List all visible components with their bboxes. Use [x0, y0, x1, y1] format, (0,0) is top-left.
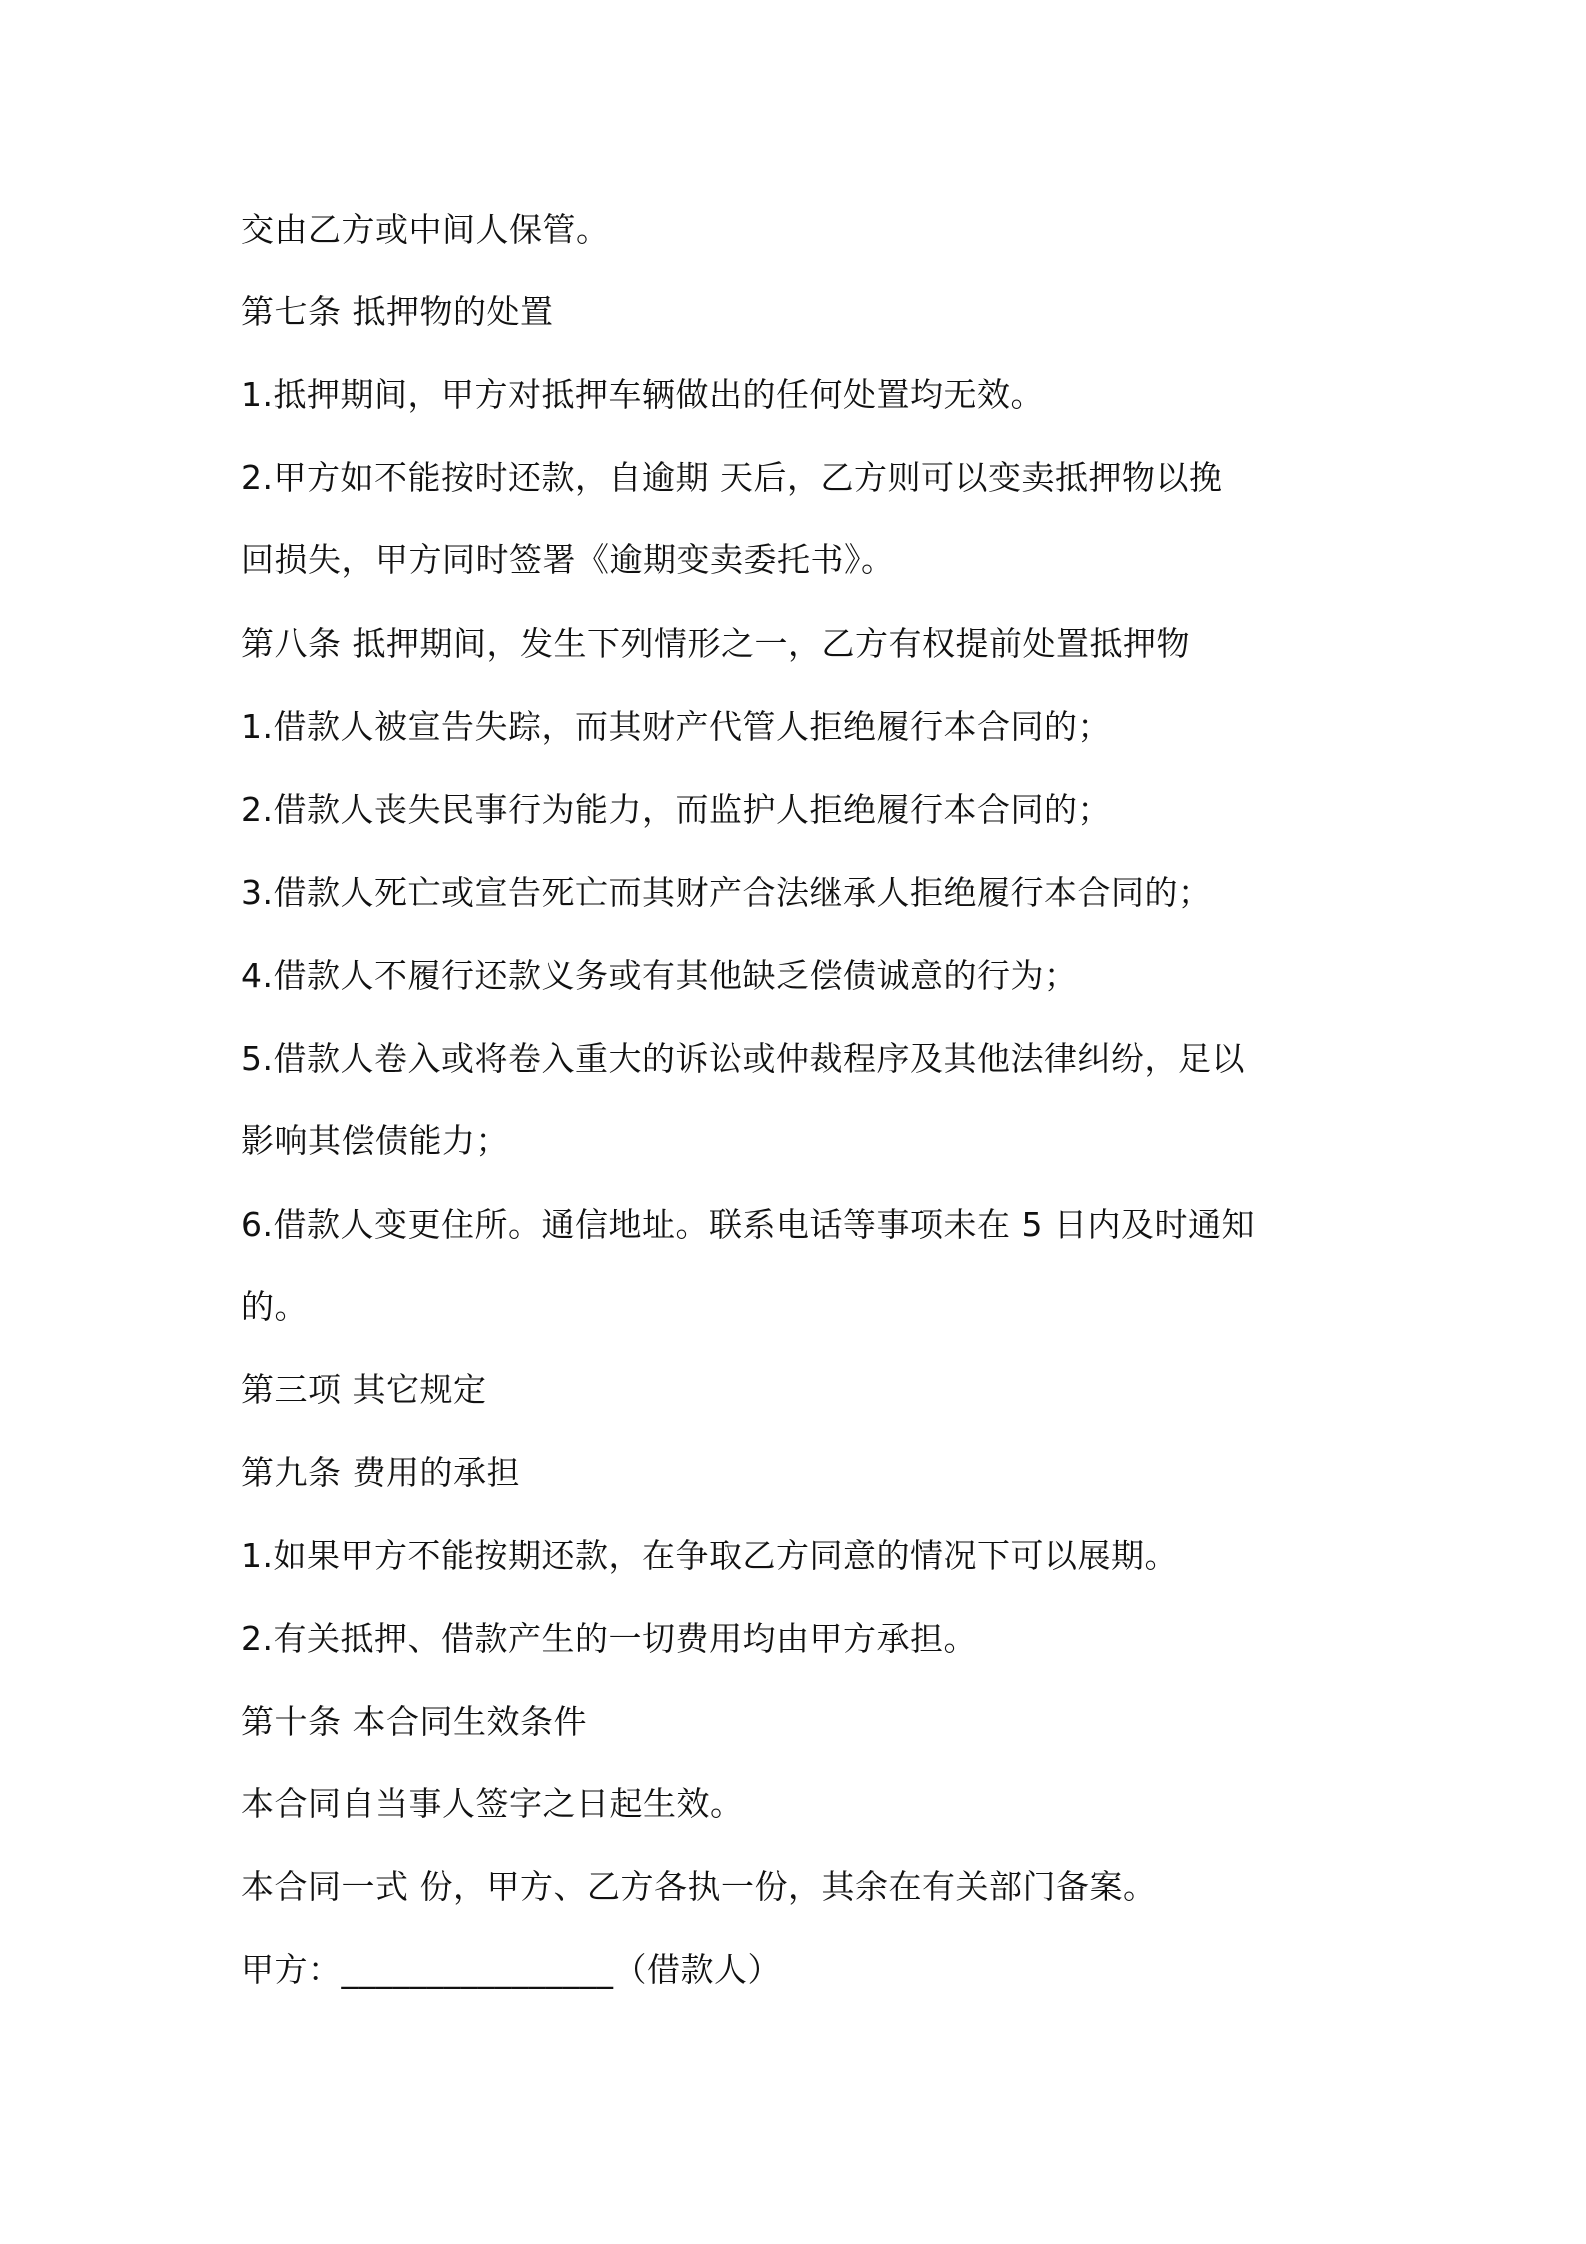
article-heading: 第八条 抵押期间，发生下列情形之一，乙方有权提前处置抵押物: [241, 624, 1190, 663]
paragraph-line: 的。: [241, 1287, 308, 1326]
paragraph-line: 回损失，甲方同时签署《逾期变卖委托书》。: [241, 540, 895, 579]
paragraph-line: 本合同一式 份，甲方、乙方各执一份，其余在有关部门备案。: [241, 1867, 1157, 1906]
article-heading: 第十条 本合同生效条件: [241, 1702, 587, 1741]
paragraph-line: 2.甲方如不能按时还款，自逾期 天后，乙方则可以变卖抵押物以挽: [241, 458, 1223, 497]
paragraph-line: 4.借款人不履行还款义务或有其他缺乏偿债诚意的行为；: [241, 956, 1078, 995]
paragraph-line: 1.借款人被宣告失踪，而其财产代管人拒绝履行本合同的；: [241, 707, 1111, 746]
paragraph-line: 6.借款人变更住所。通信地址。联系电话等事项未在 5 日内及时通知: [241, 1205, 1255, 1244]
section-heading: 第三项 其它规定: [241, 1370, 487, 1409]
paragraph-line: 2.有关抵押、借款产生的一切费用均由甲方承担。: [241, 1619, 977, 1658]
signature-line: 甲方：________________（借款人）: [241, 1950, 781, 1989]
paragraph-line: 3.借款人死亡或宣告死亡而其财产合法继承人拒绝履行本合同的；: [241, 873, 1212, 912]
article-heading: 第七条 抵押物的处置: [241, 292, 554, 331]
paragraph-line: 5.借款人卷入或将卷入重大的诉讼或仲裁程序及其他法律纠纷，足以: [241, 1039, 1245, 1078]
paragraph-line: 1.如果甲方不能按期还款，在争取乙方同意的情况下可以展期。: [241, 1536, 1178, 1575]
paragraph-line: 本合同自当事人签字之日起生效。: [241, 1784, 744, 1823]
paragraph-line: 1.抵押期间，甲方对抵押车辆做出的任何处置均无效。: [241, 375, 1044, 414]
paragraph-line: 影响其偿债能力；: [241, 1121, 509, 1160]
paragraph-line: 2.借款人丧失民事行为能力，而监护人拒绝履行本合同的；: [241, 790, 1111, 829]
article-heading: 第九条 费用的承担: [241, 1453, 520, 1492]
paragraph-line: 交由乙方或中间人保管。: [241, 210, 610, 249]
